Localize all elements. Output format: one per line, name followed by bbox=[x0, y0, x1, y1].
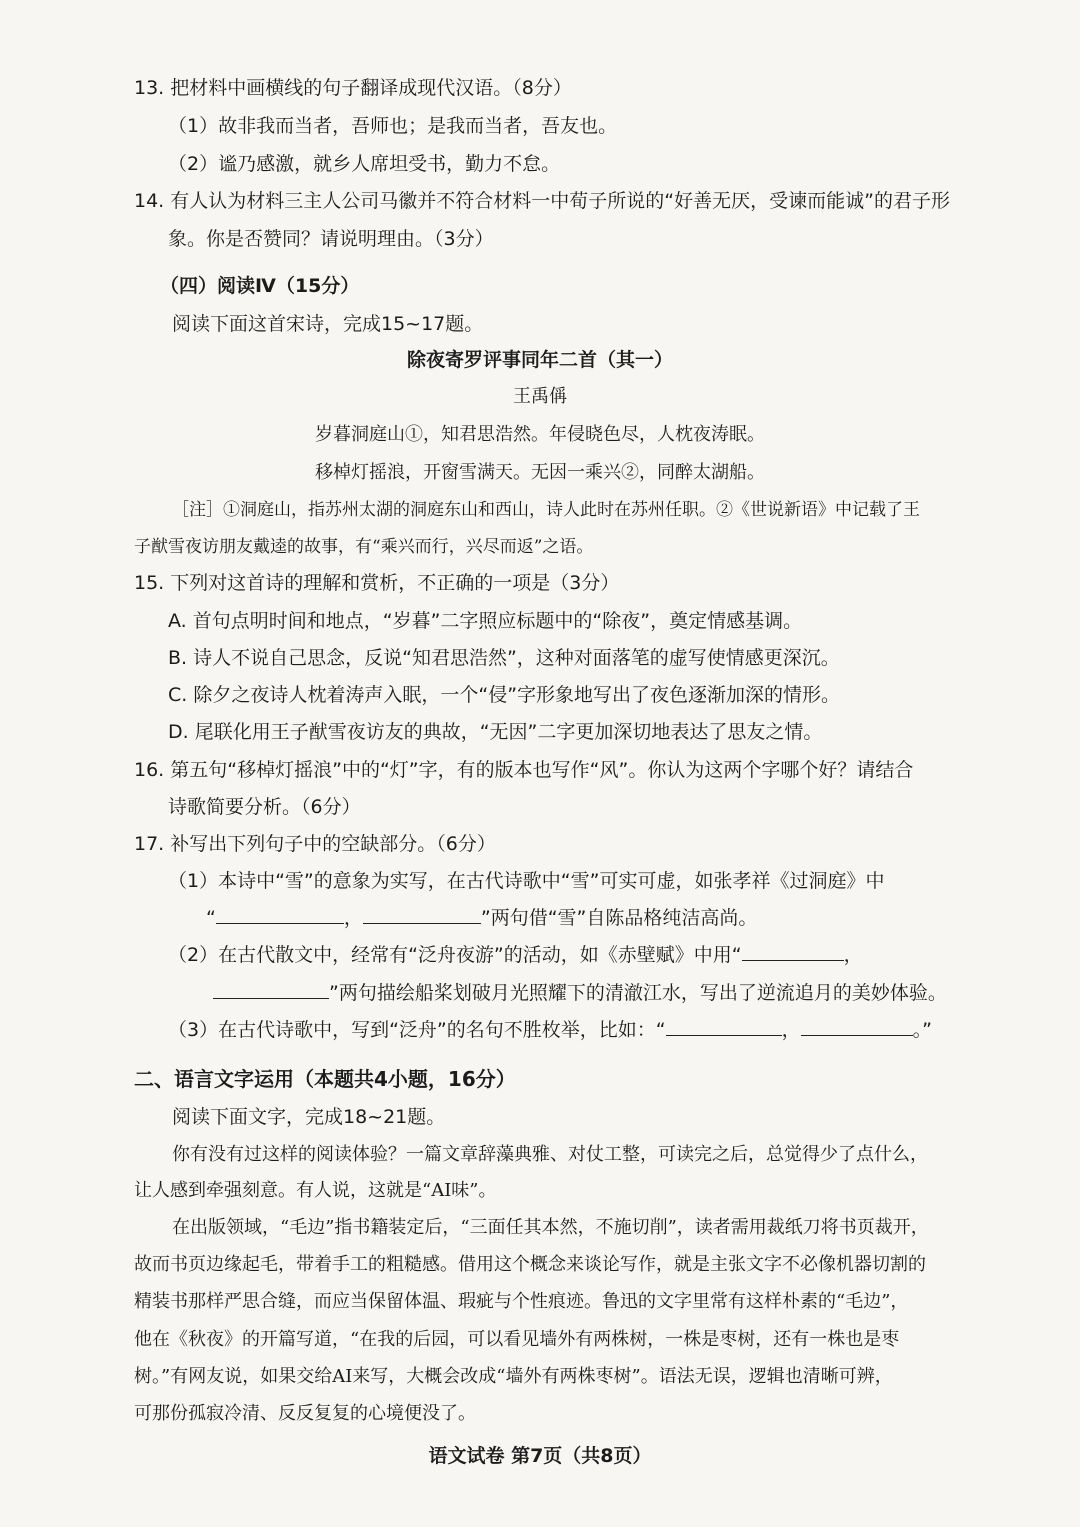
tail-text: ”两句描绘船桨划破月光照耀下的清澈江水，写出了逆流追月的美妙体验。 bbox=[329, 982, 947, 1004]
poem-line-1: 岁暮洞庭山①，知君思浩然。年侵晓色尽，人枕夜涛眠。 bbox=[315, 424, 765, 445]
answer-blank-1[interactable] bbox=[216, 905, 344, 924]
passage-p2-line-1: 在出版领域，“毛边”指书籍装定后，“三面任其本然，不施切削”，读者需用裁纸刀将书页裁开， bbox=[172, 1217, 929, 1238]
open-quote: “ bbox=[206, 907, 216, 929]
passage-p1-line-1: 你有没有过这样的阅读体验？一篇文章辞藻典雅、对仗工整，可读完之后，总觉得少了点什么， bbox=[172, 1144, 928, 1165]
q14-line-2: 象。你是否赞同？请说明理由。（3分） bbox=[168, 228, 494, 250]
answer-blank-5[interactable] bbox=[666, 1017, 782, 1036]
answer-blank-3[interactable] bbox=[742, 942, 844, 961]
part-2-intro: 阅读下面文字，完成18~21题。 bbox=[172, 1106, 446, 1128]
part-2-heading: 二、语言文字运用（本题共4小题，16分） bbox=[134, 1067, 516, 1091]
q17-stem: 17. 补写出下列句子中的空缺部分。（6分） bbox=[134, 833, 496, 855]
passage-p2-line-3: 精装书那样严思合缝，而应当保留体温、瑕疵与个性痕迹。鲁迅的文字里常有这样朴素的“毛边”， bbox=[134, 1291, 909, 1312]
tail-text: ”两句借“雪”自陈品格纯洁高尚。 bbox=[480, 907, 758, 929]
tail-text: 。” bbox=[912, 1019, 932, 1041]
q17-sentence-3 bbox=[168, 1017, 932, 1043]
passage-p2-line-5: 树。”有网友说，如果交给AI来写，大概会改成“墙外有两株枣树”。语法无误，逻辑也清晰可辨， bbox=[134, 1366, 893, 1387]
section-4-heading: （四）阅读Ⅳ（15分） bbox=[160, 275, 360, 297]
note-line-2: 子猷雪夜访朋友戴逵的故事，有“乘兴而行，兴尽而返”之语。 bbox=[134, 537, 594, 557]
passage-p2-line-2: 故而书页边缘起毛，带着手工的粗糙感。借用这个概念来谈论写作，就是主张文字不必像机器切割的 bbox=[134, 1254, 926, 1275]
page-footer: 语文试卷 第7页（共8页） bbox=[428, 1445, 652, 1467]
passage-p1-line-2: 让人感到牵强刻意。有人说，这就是“AI味”。 bbox=[134, 1180, 497, 1201]
q13-sentence-2: （2）谧乃感激，就乡人席坦受书，勤力不怠。 bbox=[168, 153, 561, 175]
passage-p2-line-4: 他在《秋夜》的开篇写道，“在我的后园，可以看见墙外有两株树，一株是枣树，还有一株也是枣 bbox=[134, 1329, 900, 1350]
answer-blank-6[interactable] bbox=[801, 1017, 913, 1036]
answer-blank-2[interactable] bbox=[363, 905, 481, 924]
lead-text: （2）在古代散文中，经常有“泛舟夜游”的活动，如《赤壁赋》中用“ bbox=[168, 944, 742, 966]
poem-line-2: 移棹灯摇浪，开窗雪满天。无因一乘兴②，同醉太湖船。 bbox=[315, 462, 765, 483]
comma: ， bbox=[781, 1019, 801, 1041]
q17-sentence-2-line-2 bbox=[213, 980, 947, 1006]
comma: ， bbox=[343, 907, 363, 929]
q15-stem: 15. 下列对这首诗的理解和赏析，不正确的一项是（3分） bbox=[134, 572, 620, 594]
q13-sentence-1: （1）故非我而当者，吾师也；是我而当者，吾友也。 bbox=[168, 115, 618, 137]
q16-line-1: 16. 第五句“移棹灯摇浪”中的“灯”字，有的版本也写作“风”。你认为这两个字哪个好？请结合 bbox=[134, 759, 914, 781]
lead-text: （3）在古代诗歌中，写到“泛舟”的名句不胜枚举，比如：“ bbox=[168, 1019, 666, 1041]
poem-author: 王禹偁 bbox=[513, 386, 567, 407]
q15-option-a: A. 首句点明时间和地点，“岁暮”二字照应标题中的“除夜”，奠定情感基调。 bbox=[168, 610, 803, 632]
q15-option-d: D. 尾联化用王子猷雪夜访友的典故，“无因”二字更加深切地表达了思友之情。 bbox=[168, 721, 823, 743]
q15-option-b: B. 诗人不说自己思念，反说“知君思浩然”，这种对面落笔的虚写使情感更深沉。 bbox=[168, 647, 840, 669]
q15-option-c: C. 除夕之夜诗人枕着涛声入眠，一个“侵”字形象地写出了夜色逐渐加深的情形。 bbox=[168, 684, 841, 706]
note-line-1: ［注］①洞庭山，指苏州太湖的洞庭东山和西山，诗人此时在苏州任职。②《世说新语》中记载了王 bbox=[172, 500, 920, 520]
answer-blank-4[interactable] bbox=[213, 980, 329, 999]
q17-sentence-1-line-1: （1）本诗中“雪”的意象为实写，在古代诗歌中“雪”可实可虚，如张孝祥《过洞庭》中 bbox=[168, 870, 885, 892]
poem-title: 除夜寄罗评事同年二首（其一） bbox=[406, 349, 673, 371]
comma: ， bbox=[843, 944, 863, 966]
q14-line-1: 14. 有人认为材料三主人公司马徽并不符合材料一中荀子所说的“好善无厌，受谏而能诚”的君子形 bbox=[134, 190, 950, 212]
section-4-intro: 阅读下面这首宋诗，完成15~17题。 bbox=[172, 313, 484, 335]
q17-sentence-2-line-1 bbox=[168, 942, 863, 968]
passage-p2-line-6: 可那份孤寂冷清、反反复复的心境便没了。 bbox=[134, 1403, 476, 1424]
q13-stem: 13. 把材料中画横线的句子翻译成现代汉语。（8分） bbox=[134, 77, 572, 99]
q17-sentence-1-line-2 bbox=[206, 905, 757, 931]
q16-line-2: 诗歌简要分析。（6分） bbox=[168, 796, 361, 818]
